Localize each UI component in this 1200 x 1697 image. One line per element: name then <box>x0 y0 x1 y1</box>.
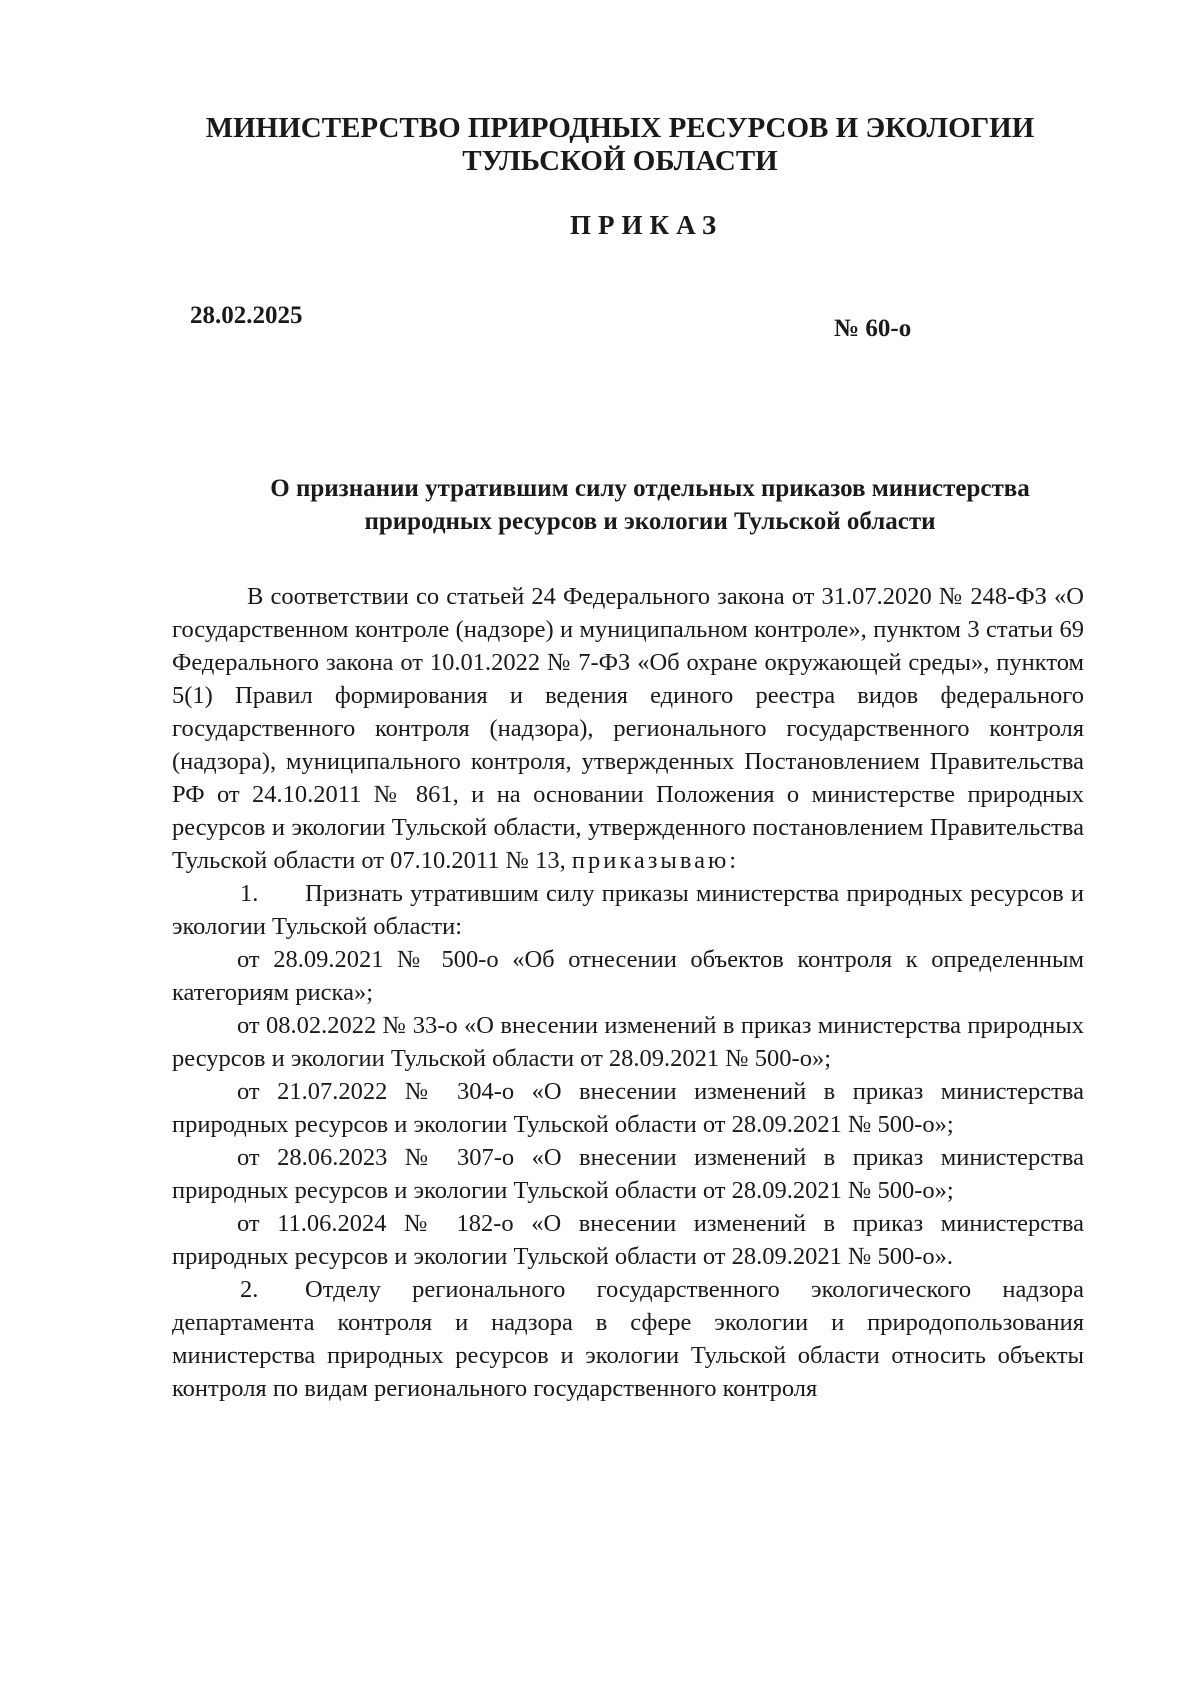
item-1-text: Признать утратившим силу приказы министерства природных ресурсов и экологии Тульской области: <box>172 880 1084 940</box>
order-body <box>172 580 1084 1405</box>
revoked-order-item: от 28.06.2023 № 307-о «О внесении изменений в приказ министерства природных ресурсов и экологии Тульской области от 28.09.2021 № 500-о»; <box>172 1144 1084 1204</box>
document-type: ПРИКАЗ <box>570 210 724 240</box>
ministry-name-line2: ТУЛЬСКОЙ ОБЛАСТИ <box>462 145 778 177</box>
ministry-name <box>170 112 1070 178</box>
item-2-number: 2. <box>240 1276 259 1303</box>
order-date: 28.02.2025 <box>190 302 303 329</box>
order-word: приказываю: <box>571 847 740 874</box>
revoked-order-item: от 11.06.2024 № 182-о «О внесении изменений в приказ министерства природных ресурсов и экологии Тульской области от 28.09.2021 № 500-о». <box>172 1210 1084 1270</box>
item-1-paragraph <box>172 877 1084 943</box>
order-subject <box>190 472 1110 538</box>
order-subject-line1: О признании утратившим силу отдельных приказов министерства <box>270 475 1030 502</box>
revoked-order-item: от 08.02.2022 № 33-о «О внесении изменений в приказ министерства природных ресурсов и экологии Тульской области от 28.09.2021 № 500-о»; <box>172 1012 1084 1072</box>
order-number: № 60-о <box>834 315 912 342</box>
revoked-order-item: от 21.07.2022 № 304-о «О внесении изменений в приказ министерства природных ресурсов и экологии Тульской области от 28.09.2021 № 500-о»; <box>172 1078 1084 1138</box>
item-2-text: Отделу регионального государственного экологического надзора департамента контроля и надзора в сфере экологии и природопользования министерства природных ресурсов и экологии Тульской области относить объекты контроля по видам регионального государственного контроля <box>172 1276 1084 1402</box>
preamble-text: В соответствии со статьей 24 Федерального закона от 31.07.2020 № 248-ФЗ «О государственном контроле (надзоре) и муниципальном контроле», пунктом 3 статьи 69 Федерального закона от 10.01.2022 № 7-ФЗ «Об охране окружающей среды», пунктом 5(1) Правил формирования и ведения единого реестра видов федерального государственного контроля (надзора), регионального государственного контроля (надзора), муниципального контроля, утвержденных Постановлением Правительства РФ от 24.10.2011 № 861, и на основании Положения о министерстве природных ресурсов и экологии Тульской области, утвержденного постановлением Правительства Тульской области от 07.10.2011 № 13, <box>172 583 1084 874</box>
revoked-order-item: от 28.09.2021 № 500-о «Об отнесении объектов контроля к определенным категориям риска»; <box>172 946 1084 1006</box>
ministry-name-line1: МИНИСТЕРСТВО ПРИРОДНЫХ РЕСУРСОВ И ЭКОЛОГИИ <box>205 112 1035 144</box>
item-2-paragraph <box>172 1273 1084 1405</box>
order-subject-line2: природных ресурсов и экологии Тульской области <box>364 508 936 535</box>
preamble-paragraph <box>172 580 1084 877</box>
item-1-number: 1. <box>240 880 259 907</box>
